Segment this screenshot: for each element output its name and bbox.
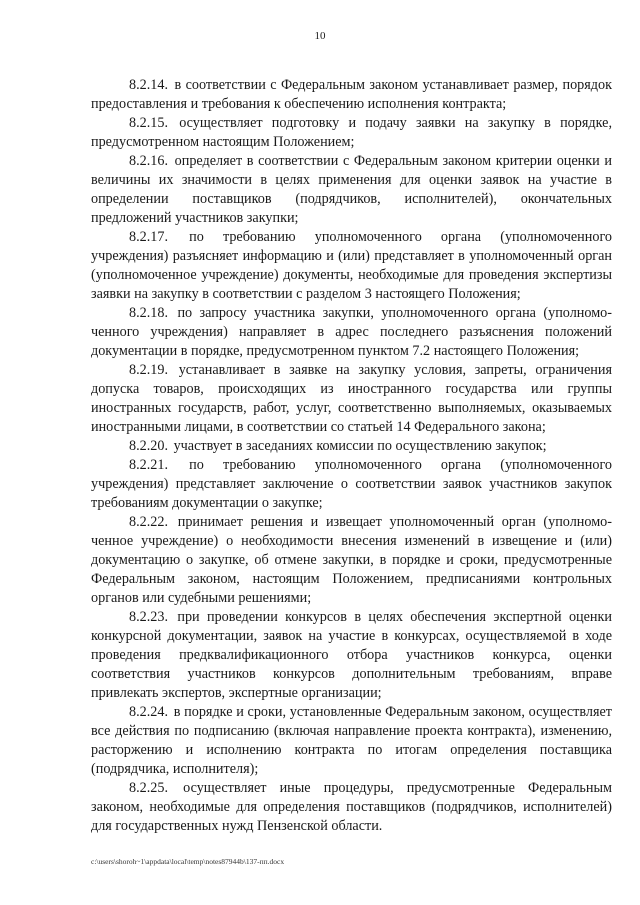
clause-text: по требованию уполномоченного органа (уполномоченного учреждения) разъясняет информацию и (или) представляет в уполномоченный орган (уполномоченное учреждение) документы, необходимые для проведения экспертизы заявки на закупку в соответствии с разделом 3 настоящего Положения;: [91, 229, 613, 302]
paragraph-8-2-16: [91, 152, 612, 228]
clause-number: 8.2.19.: [129, 362, 169, 378]
clause-number: 8.2.17.: [129, 229, 169, 245]
paragraph-8-2-19: [91, 361, 612, 437]
paragraph-8-2-24: [91, 703, 612, 779]
clause-number: 8.2.23.: [129, 609, 169, 625]
clause-text: при проведении конкурсов в целях обеспечения экспертной оценки конкурсной документации, заявок на участие в конкурсах, осуществляемой в ходе проведения предквалификационного отбора участников конкурса, оценки соответствия участников конкурсов дополнительным требованиям, вправе привлекать экспертов, экспертные организации;: [91, 609, 613, 701]
clause-number: 8.2.24.: [129, 704, 169, 720]
paragraph-8-2-20: [91, 437, 612, 456]
paragraph-8-2-14: [91, 76, 612, 114]
clause-text: принимает решения и извещает уполномоченный орган (уполномоченное учреждение) о необходимости внесения изменений в извещение и (или) документацию о закупке, об отмене закупки, в порядке и сроки, предусмотренные Федеральным законом, настоящим Положением, предписаниями контрольных органов или судебными решениями;: [91, 514, 613, 606]
clause-number: 8.2.22.: [129, 514, 169, 530]
paragraph-8-2-22: [91, 513, 612, 608]
clause-number: 8.2.20.: [129, 438, 169, 454]
paragraph-8-2-25: [91, 779, 612, 836]
clause-number: 8.2.25.: [129, 780, 169, 796]
clause-number: 8.2.16.: [129, 153, 169, 169]
clause-text: определяет в соответствии с Федеральным законом критерии оценки и величины их значимости в целях применения для оценки заявок на участие в определении поставщиков (подрядчиков, исполнителей), окончательных предложений участников закупки;: [91, 153, 612, 226]
clause-number: 8.2.18.: [129, 305, 169, 321]
clause-text: по требованию уполномоченного органа (уполномоченного учреждения) представляет заключение о соответствии заявок участников закупок требованиям документации о закупке;: [91, 457, 613, 511]
clause-number: 8.2.21.: [129, 457, 169, 473]
page-number: 10: [314, 30, 326, 42]
clause-text: устанавливает в заявке на закупку условия, запреты, ограничения допуска товаров, происходящих из иностранного государства или группы иностранных государств, работ, услуг, соответственно выполняемых, оказываемых иностранными лицами, в соответствии со статьей 14 Федерального закона;: [91, 362, 612, 435]
footer-file-path: c:\users\shoroh~1\appdata\local\temp\notes87944b\137-пп.docx: [91, 857, 285, 866]
clause-text: осуществляет иные процедуры, предусмотренные Федеральным законом, необходимые для определения поставщиков (подрядчиков, исполнителей) для государственных нужд Пензенской области.: [91, 780, 612, 834]
clause-text: в порядке и сроки, установленные Федеральным законом, осуществляет все действия по подписанию (включая направление проекта контракта), изменению, расторжению и исполнению контракта по итогам определения поставщика (подрядчика, исполнителя);: [91, 704, 612, 777]
document-body: [91, 76, 612, 836]
clause-text: в соответствии с Федеральным законом устанавливает размер, порядок предоставления и требования к обеспечению исполнения контракта;: [91, 77, 612, 112]
paragraph-8-2-23: [91, 608, 612, 703]
clause-text: участвует в заседаниях комиссии по осуществлению закупок;: [173, 438, 547, 454]
paragraph-8-2-15: [91, 114, 612, 152]
clause-number: 8.2.14.: [129, 77, 169, 93]
clause-text: по запросу участника закупки, уполномоченного органа (уполномоченного учреждения) направляет в адрес последнего разъяснения положений документации в порядке, предусмотренном пунктом 7.2 настоящего Положения;: [91, 305, 613, 359]
paragraph-8-2-18: [91, 304, 612, 361]
paragraph-8-2-17: [91, 228, 612, 304]
paragraph-8-2-21: [91, 456, 612, 513]
clause-text: осуществляет подготовку и подачу заявки на закупку в порядке, предусмотренном настоящим Положением;: [91, 115, 612, 150]
clause-number: 8.2.15.: [129, 115, 169, 131]
